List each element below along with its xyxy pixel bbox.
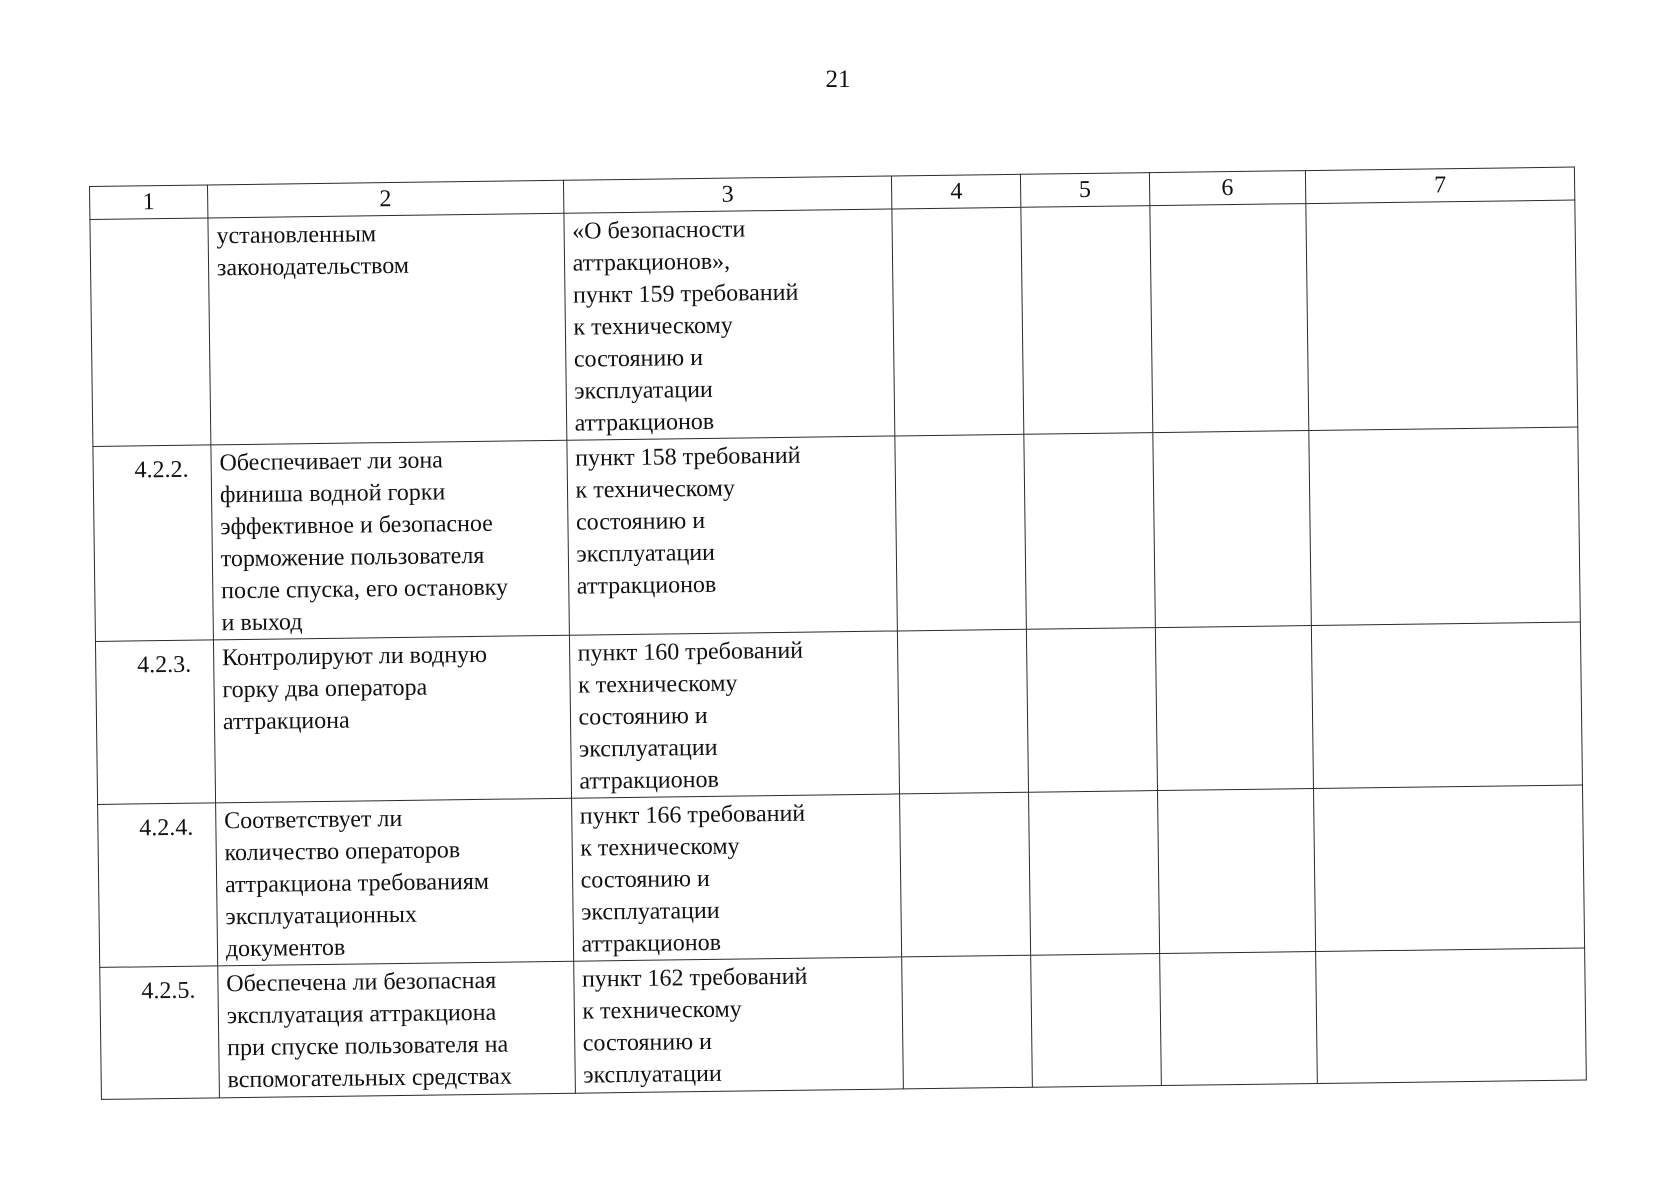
row-number: 4.2.3. [95, 640, 215, 805]
column-header-6: 6 [1149, 171, 1306, 206]
cell-col-7 [1314, 785, 1585, 952]
cell-col-6 [1159, 952, 1317, 1086]
column-header-2: 2 [207, 180, 563, 218]
checklist-table [89, 167, 1587, 1100]
table-row [95, 622, 1582, 804]
question-cell: Контролируют ли водную горку два оператора аттракциона [213, 635, 571, 803]
cell-col-6 [1157, 789, 1316, 954]
column-header-4: 4 [892, 174, 1021, 209]
reference-cell: пункт 162 требований к техническому состоянию и эксплуатации [573, 957, 904, 1093]
row-number: 4.2.4. [98, 803, 218, 968]
cell-col-4 [895, 434, 1026, 631]
cell-col-4 [900, 792, 1031, 957]
question-cell: установленным законодательством [208, 213, 567, 445]
reference-cell: «О безопасности аттракционов», пункт 159 требований к техническому состоянию и эксплуатации аттракционов [563, 209, 895, 440]
cell-col-5 [1024, 433, 1155, 630]
cell-col-4 [902, 955, 1032, 1089]
page-number: 21 [825, 66, 851, 93]
reference-cell: пункт 160 требований к техническому состоянию и эксплуатации аттракционов [569, 631, 900, 798]
table-row [100, 948, 1587, 1099]
cell-col-5 [1021, 206, 1153, 435]
checklist-table-container [89, 167, 1587, 1124]
cell-col-6 [1155, 626, 1314, 791]
cell-col-7 [1316, 948, 1587, 1084]
column-header-3: 3 [563, 176, 892, 213]
question-cell: Соответствует ли количество операторов аттракциона требованиям эксплуатационных документов [215, 798, 573, 966]
cell-col-7 [1306, 200, 1578, 431]
cell-col-5 [1026, 628, 1157, 793]
cell-col-5 [1029, 791, 1160, 956]
row-number: 4.2.5. [100, 966, 220, 1100]
table-row [93, 427, 1580, 641]
question-cell: Обеспечивает ли зона финиша водной горки эффективное и безопасное торможение пользователя после спуска, его остановку и выход [211, 440, 569, 640]
question-cell: Обеспечена ли безопасная эксплуатация аттракциона при спуске пользователя на вспомогательных средствах [218, 961, 575, 1098]
cell-col-6 [1152, 431, 1311, 628]
cell-col-7 [1309, 427, 1581, 626]
column-header-5: 5 [1020, 173, 1149, 208]
table-row [90, 200, 1578, 446]
cell-col-4 [898, 629, 1029, 794]
cell-col-4 [892, 207, 1024, 436]
reference-cell: пункт 158 требований к техническому состоянию и эксплуатации аттракционов [566, 436, 897, 635]
row-number [90, 218, 211, 447]
row-number: 4.2.2. [93, 445, 213, 642]
cell-col-7 [1311, 622, 1582, 789]
reference-cell: пункт 166 требований к техническому состоянию и эксплуатации аттракционов [571, 794, 902, 961]
cell-col-5 [1031, 954, 1161, 1088]
column-header-1: 1 [90, 185, 208, 220]
table-row [98, 785, 1585, 967]
cell-col-6 [1149, 204, 1308, 433]
column-header-7: 7 [1305, 167, 1574, 204]
